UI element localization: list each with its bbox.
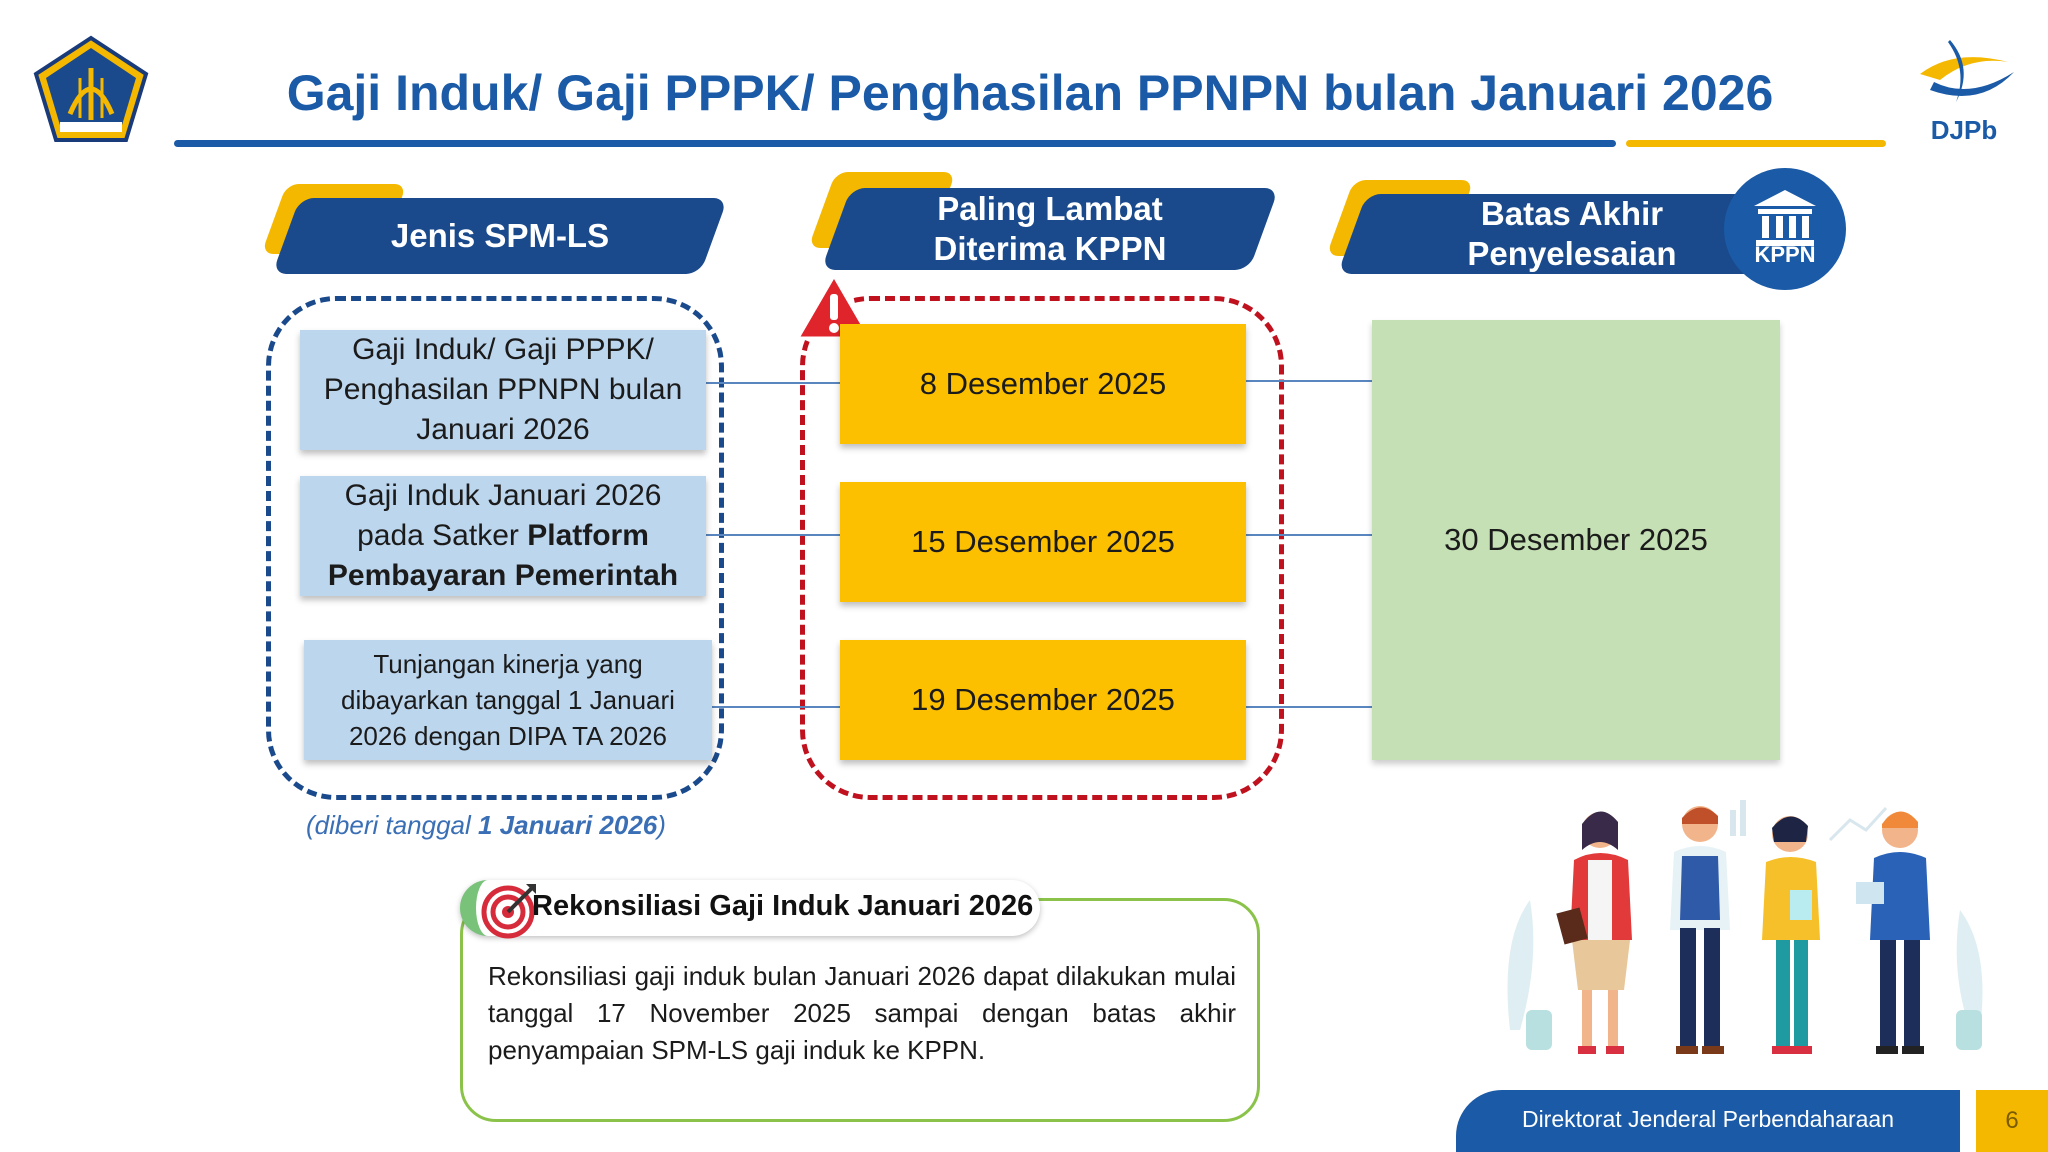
page-number: 6 (1976, 1090, 2048, 1152)
deadline-box-2: 15 Desember 2025 (840, 482, 1246, 602)
team-illustration (1490, 790, 2010, 1070)
connector-line (712, 706, 846, 708)
spm-type-2-bold-line: Pembayaran Pemerintah (327, 559, 679, 592)
kemenkeu-logo (30, 34, 152, 146)
connector-line (706, 534, 846, 536)
header-paling-lambat-line1: Paling Lambat (937, 190, 1163, 227)
spm-type-1-line: Januari 2026 (416, 413, 590, 446)
footer-org-name: Direktorat Jenderal Perbendaharaan (1521, 1106, 1895, 1132)
spm-type-2-plain: pada Satker (357, 519, 528, 552)
spm-type-2-line (357, 516, 649, 556)
title-underline (174, 140, 1616, 147)
final-deadline-box: 30 Desember 2025 (1372, 320, 1780, 760)
spm-type-box-1 (300, 330, 706, 450)
djpb-logo (1910, 32, 2018, 150)
title-underline-accent (1626, 140, 1886, 147)
header-batas-akhir-line2: Penyelesaian (1467, 235, 1677, 272)
date-note (306, 810, 666, 841)
header-jenis-spm-label: Jenis SPM-LS (390, 217, 610, 254)
spm-type-box-3 (304, 640, 712, 760)
djpb-logo-text: DJPb (1930, 115, 1998, 145)
header-paling-lambat-line2: Diterima KPPN (933, 230, 1167, 267)
date-note-suffix: ) (657, 810, 666, 840)
spm-type-2-line: Gaji Induk Januari 2026 (344, 479, 662, 512)
date-note-prefix: (diberi tanggal (306, 810, 478, 840)
spm-type-1-line: Gaji Induk/ Gaji PPPK/ (352, 333, 654, 366)
connector-line (706, 382, 846, 384)
deadline-box-3: 19 Desember 2025 (840, 640, 1246, 760)
connector-line (1244, 706, 1374, 708)
connector-line (1244, 534, 1374, 536)
spm-type-box-2 (300, 476, 706, 596)
spm-type-2-bold: Platform (527, 519, 649, 552)
reconciliation-body: Rekonsiliasi gaji induk bulan Januari 2026 dapat dilakukan mulai tanggal 17 November 2025 sampai dengan batas akhir penyampaian SPM-LS gaji induk ke KPPN. (488, 961, 1236, 1065)
header-batas-akhir-line1: Batas Akhir (1480, 195, 1664, 232)
header-paling-lambat-label (836, 188, 1264, 270)
date-note-bold: 1 Januari 2026 (478, 810, 658, 840)
spm-type-3-line: 2026 dengan DIPA TA 2026 (348, 721, 668, 751)
spm-type-1-line: Penghasilan PPNPN bulan (323, 373, 683, 406)
reconciliation-title: Rekonsiliasi Gaji Induk Januari 2026 (532, 890, 1034, 922)
target-icon (480, 880, 540, 940)
connector-line (1244, 380, 1374, 382)
deadline-box-1: 8 Desember 2025 (840, 324, 1246, 444)
spm-type-3-line: Tunjangan kinerja yang (373, 649, 643, 679)
page-title: Gaji Induk/ Gaji PPPK/ Penghasilan PPNPN bulan Januari 2026 (286, 65, 1774, 121)
spm-type-3-line: dibayarkan tanggal 1 Januari (341, 685, 675, 715)
kppn-badge (1724, 168, 1846, 290)
kppn-badge-label: KPPN (1754, 242, 1816, 267)
